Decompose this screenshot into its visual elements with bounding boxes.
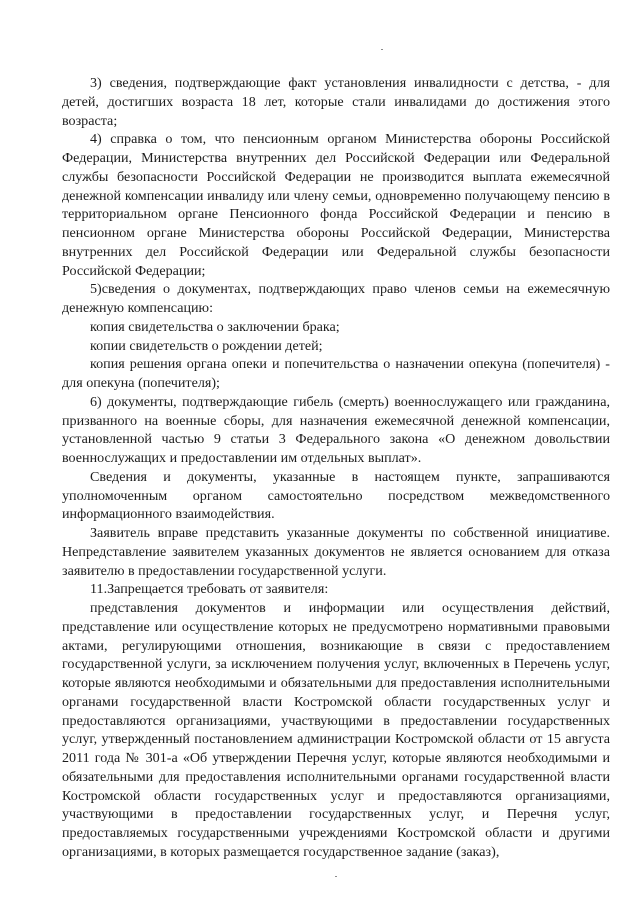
paragraph-item-6: 6) документы, подтверждающие гибель (смерть) военнослужащего или гражданина, призванного на военные сборы, для назначения ежемесячной денежной компенсации, установленной частью 9 статьи 3 Федерального закона «О денежном довольствии военнослужащих и предоставлении им отдельных выплат».: [62, 393, 610, 466]
paragraph-item-4: 4) справка о том, что пенсионным органом Министерства обороны Российской Федерации, Министерства внутренних дел Российской Федерации или Федеральной службы безопасности Российской Федерации не производится выплата ежемесячной денежной компенсации инвалиду или члену семьи, одновременно получающему пенсию в территориальном органе Пенсионного фонда Российской Федерации и пенсию в пенсионном органе Министерства обороны Российской Федерации, Министерства внутренних дел Российской Федерации или Федеральной службы безопасности Российской Федерации;: [62, 131, 610, 279]
paragraph-interagency-request: Сведения и документы, указанные в настоящем пункте, запрашиваются уполномоченным органом самостоятельно посредством межведомственного информационного взаимодействия.: [62, 468, 610, 523]
paragraph-marriage-certificate: копия свидетельства о заключении брака;: [90, 318, 340, 335]
paragraph-prohibited-requirements: представления документов и информации или осуществления действий, представление или осуществление которых не предусмотрено нормативными правовыми актами, регулирующими отношения, возникающие в связи с предоставлением государственной услуги, за исключением получения услуг, включенных в Перечень услуг, которые являются необходимыми и обязательными для предоставления исполнительными органами государственной власти Костромской области государственных услуг и предоставляются организациями, участвующими в предоставлении государственных услуг, утвержденный постановлением администрации Костромской области от 15 августа 2011 года № 301-а «Об утверждении Перечня услуг, которые являются необходимыми и обязательными для предоставления исполнительными органами государственной власти Костромской области государственных услуг и предоставляются организациями, участвующими в предоставлении государственных услуг, и Перечня услуг, предоставляемых государственными учреждениями Костромской области и другими организациями, в которых размещается государственное задание (заказ),: [62, 600, 610, 860]
paragraph-item-3: 3) сведения, подтверждающие факт установления инвалидности с детства, - для детей, достигших возраста 18 лет, которые стали инвалидами до достижения этого возраста;: [62, 75, 610, 129]
paragraph-item-5: 5)сведения о документах, подтверждающих право членов семьи на ежемесячную денежную компенсацию:: [62, 281, 610, 316]
paragraph-applicant-initiative: Заявитель вправе представить указанные документы по собственной инициативе. Непредставление заявителем указанных документов не является основанием для отказа заявителю в предоставлении государственной услуги.: [62, 525, 610, 579]
paragraph-birth-certificates: копии свидетельств о рождении детей;: [90, 337, 323, 354]
paragraph-clause-11: 11.Запрещается требовать от заявителя:: [90, 581, 329, 598]
document-body: [62, 74, 610, 862]
scan-speck: [381, 49, 383, 50]
scan-speck: [335, 876, 337, 877]
paragraph-guardianship-decision: копия решения органа опеки и попечительства о назначении опекуна (попечителя) - для опекуна (попечителя);: [62, 356, 610, 391]
